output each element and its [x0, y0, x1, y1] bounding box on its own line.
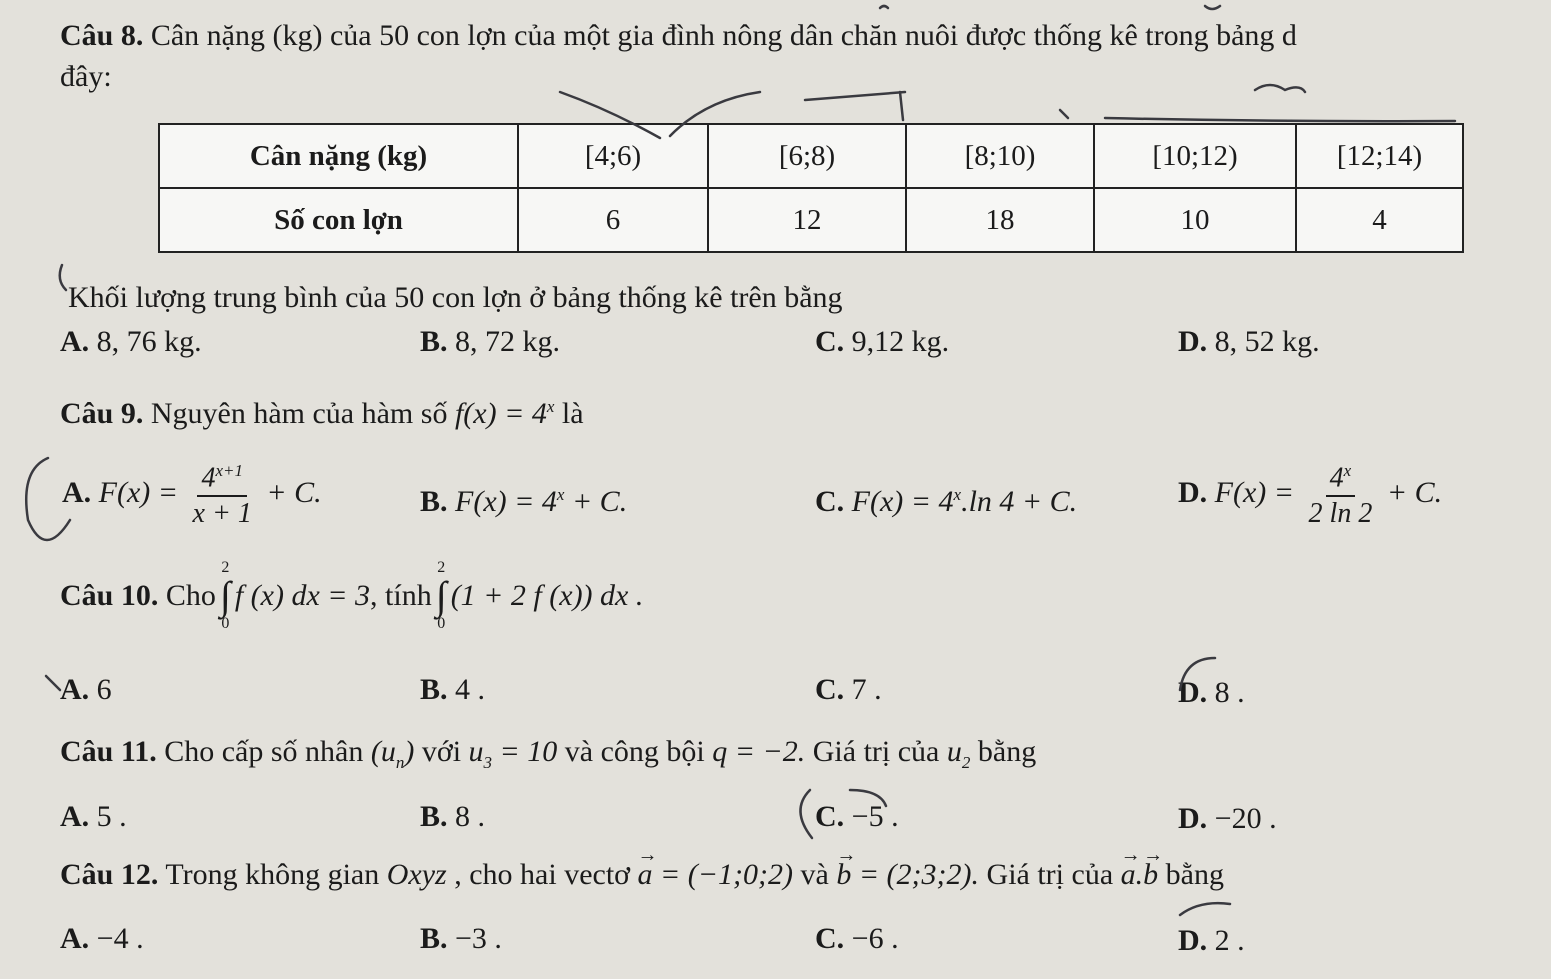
q11-label: Câu 11.	[60, 735, 157, 768]
pen-stroke	[46, 676, 60, 690]
option-text: 8 .	[1214, 676, 1245, 709]
pen-stroke	[1205, 6, 1220, 9]
u3-value: = 10	[499, 735, 558, 768]
q12-option-d	[1178, 924, 1245, 958]
seq-open: (u	[370, 735, 396, 768]
pen-stroke	[1180, 903, 1230, 915]
option-text: −6 .	[851, 922, 899, 955]
q12-option-a	[60, 922, 144, 956]
fraction-denominator: 2 ln 2	[1308, 498, 1373, 530]
q11-text: với	[421, 735, 462, 768]
pen-stroke	[1105, 118, 1455, 121]
q11-text: bằng	[977, 735, 1037, 768]
u2-term	[946, 735, 971, 772]
num-exponent: x+1	[215, 461, 243, 480]
integral-body: (1 + 2 f (x)) dx .	[450, 579, 644, 612]
option-text: 4 .	[455, 673, 486, 706]
u3-term	[468, 735, 558, 772]
option-key: D.	[1178, 802, 1208, 835]
option-text: −4 .	[96, 922, 144, 955]
option-key: A.	[60, 673, 90, 706]
u3-base: u	[468, 735, 484, 768]
pen-stroke	[1255, 85, 1305, 92]
option-key: C.	[815, 922, 845, 955]
pen-stroke	[880, 6, 888, 8]
q10-pre: Cho	[165, 579, 216, 612]
option-text: −3 .	[455, 922, 502, 955]
num-base: 4	[1329, 462, 1344, 494]
q8-text-cont: đây:	[60, 60, 112, 93]
integral-body: f (x) dx = 3	[234, 579, 371, 612]
q9-option-a	[62, 462, 322, 528]
pen-stroke	[900, 92, 903, 120]
option-text: −5 .	[851, 800, 899, 833]
vector-a-value: = (−1;0;2)	[660, 858, 793, 891]
q11-option-a	[60, 800, 127, 834]
pen-stroke	[1060, 110, 1068, 118]
weight-table	[158, 123, 1464, 253]
table-cell: 10	[1094, 188, 1296, 252]
fraction	[189, 462, 256, 528]
u3-subscript: 3	[483, 753, 493, 772]
option-text: 8 .	[455, 800, 486, 833]
num-exponent: x	[1343, 461, 1352, 480]
option-key: B.	[420, 800, 448, 833]
q12-heading	[60, 844, 1224, 892]
fraction-numerator	[197, 462, 247, 497]
option-key: D.	[1178, 924, 1208, 957]
option-key: B.	[420, 485, 448, 518]
product-a: a	[1120, 858, 1136, 891]
q12-option-c	[815, 922, 899, 956]
integral-upper: 2	[437, 559, 446, 576]
option-key: D.	[1178, 325, 1208, 358]
q8-option-c	[815, 325, 949, 359]
option-key: C.	[815, 325, 845, 358]
u2-base: u	[946, 735, 962, 768]
table-row	[159, 188, 1463, 252]
integral-sign	[220, 560, 231, 632]
q12-text: bằng	[1165, 858, 1224, 891]
q9-heading	[60, 390, 584, 431]
table-cell: [6;8)	[708, 124, 906, 188]
q8-option-d	[1178, 325, 1320, 359]
option-lhs: F(x) =	[1214, 476, 1295, 510]
q9-option-d	[1178, 462, 1442, 528]
integral-sign	[436, 560, 447, 632]
table-cell: 4	[1296, 188, 1463, 252]
option-exponent: x	[556, 485, 565, 504]
option-key: D.	[1178, 476, 1208, 510]
q12-text: Trong không gian	[165, 858, 380, 891]
q12-text: Giá trị của	[986, 858, 1114, 891]
vector-a-symbol: a	[637, 858, 653, 891]
pen-stroke	[60, 265, 66, 290]
option-rhs: + C.	[1386, 476, 1443, 510]
q11-option-d	[1178, 802, 1277, 836]
row-header-count: Số con lợn	[159, 188, 518, 252]
option-key: C.	[815, 800, 845, 833]
pen-stroke	[805, 92, 905, 100]
row-header-weight: Cân nặng (kg)	[159, 124, 518, 188]
integral-symbol: ∫	[219, 573, 231, 618]
option-key: A.	[60, 800, 90, 833]
integral-upper: 2	[221, 559, 230, 576]
q11-heading	[60, 735, 1036, 780]
table-cell: 6	[518, 188, 708, 252]
q11-text: Cho cấp số nhân	[164, 735, 364, 768]
product-b: b	[1143, 858, 1159, 891]
q10-option-c	[815, 673, 882, 707]
option-key: C.	[815, 673, 845, 706]
option-text: 8, 52 kg.	[1214, 325, 1320, 358]
option-lhs: F(x) =	[98, 476, 179, 510]
q12-text: và	[800, 858, 829, 891]
q12-option-b	[420, 922, 502, 956]
fraction	[1305, 462, 1377, 528]
q9-label: Câu 9.	[60, 397, 144, 430]
q11-text: và công bội	[564, 735, 705, 768]
q11-option-c	[815, 800, 899, 834]
option-lhs: F(x) = 4	[851, 485, 954, 518]
option-key: A.	[60, 922, 90, 955]
table-cell: [10;12)	[1094, 124, 1296, 188]
option-text: −20 .	[1214, 802, 1277, 835]
space-name: Oxyz	[386, 858, 447, 891]
option-key: A.	[62, 476, 92, 510]
q9-option-b	[420, 478, 627, 519]
pen-stroke	[800, 790, 812, 838]
q8-question: Khối lượng trung bình của 50 con lợn ở bảng thống kê trên bằng	[68, 281, 843, 314]
ratio: q = −2.	[712, 735, 806, 768]
integral-lower: 0	[221, 615, 230, 632]
option-text: 9,12 kg.	[851, 325, 950, 358]
function-base: f(x) = 4	[454, 397, 547, 430]
q12-label: Câu 12.	[60, 858, 159, 891]
integral-symbol: ∫	[435, 573, 447, 618]
option-key: D.	[1178, 676, 1208, 709]
option-text: 8, 72 kg.	[455, 325, 561, 358]
q11-text: Giá trị của	[812, 735, 940, 768]
sequence-symbol	[370, 735, 415, 772]
option-rhs: + C.	[266, 476, 322, 510]
q10-option-b	[420, 673, 485, 707]
table-row	[159, 124, 1463, 188]
option-text: 6	[96, 673, 112, 706]
integral-lower: 0	[437, 615, 446, 632]
q12-text: , cho hai vectơ	[454, 858, 631, 891]
option-key: A.	[60, 325, 90, 358]
table-cell: [12;14)	[1296, 124, 1463, 188]
q10-option-a	[60, 673, 112, 707]
vector-a: → a = (−1;0;2)	[637, 844, 793, 891]
seq-close: )	[404, 735, 415, 768]
option-key: B.	[420, 673, 448, 706]
q10-label: Câu 10.	[60, 579, 159, 612]
option-text: 5 .	[96, 800, 127, 833]
option-rhs: + C.	[571, 485, 628, 518]
q9-text: Nguyên hàm của hàm số	[150, 397, 448, 430]
option-text: 7 .	[851, 673, 882, 706]
option-key: B.	[420, 922, 448, 955]
q8-heading	[60, 19, 1297, 53]
table-cell: [4;6)	[518, 124, 708, 188]
option-text: 8, 76 kg.	[96, 325, 202, 358]
q11-option-b	[420, 800, 485, 834]
num-base: 4	[201, 462, 216, 494]
function-exponent: x	[546, 397, 555, 416]
option-exponent: x	[953, 485, 962, 504]
option-key: C.	[815, 485, 845, 518]
q8-option-a	[60, 325, 202, 359]
option-rhs: .ln 4 + C.	[961, 485, 1078, 518]
q8-text: Cân nặng (kg) của 50 con lợn của một gia đình nông dân chăn nuôi được thống kê trong bảng d	[150, 19, 1297, 52]
u2-subscript: 2	[961, 753, 971, 772]
vector-b-value: = (2;3;2).	[858, 858, 980, 891]
q8-option-b	[420, 325, 560, 359]
option-key: B.	[420, 325, 448, 358]
vector-b: → b = (2;3;2).	[836, 844, 980, 891]
table-cell: 12	[708, 188, 906, 252]
q8-label: Câu 8.	[60, 19, 144, 52]
q10-mid: , tính	[370, 579, 432, 612]
dot-product: → a. → b	[1120, 844, 1164, 891]
table-cell: [8;10)	[906, 124, 1094, 188]
seq-subscript: n	[395, 753, 405, 772]
q9-option-c	[815, 478, 1077, 519]
q9-tail: là	[561, 397, 584, 430]
fraction-denominator: x + 1	[192, 498, 252, 530]
q10-option-d	[1178, 676, 1245, 710]
option-lhs: F(x) = 4	[455, 485, 557, 518]
fraction-numerator	[1326, 462, 1356, 497]
option-text: 2 .	[1214, 924, 1245, 957]
table-cell: 18	[906, 188, 1094, 252]
q10-heading	[60, 560, 643, 632]
vector-b-symbol: b	[836, 858, 852, 891]
q9-function	[455, 397, 554, 430]
